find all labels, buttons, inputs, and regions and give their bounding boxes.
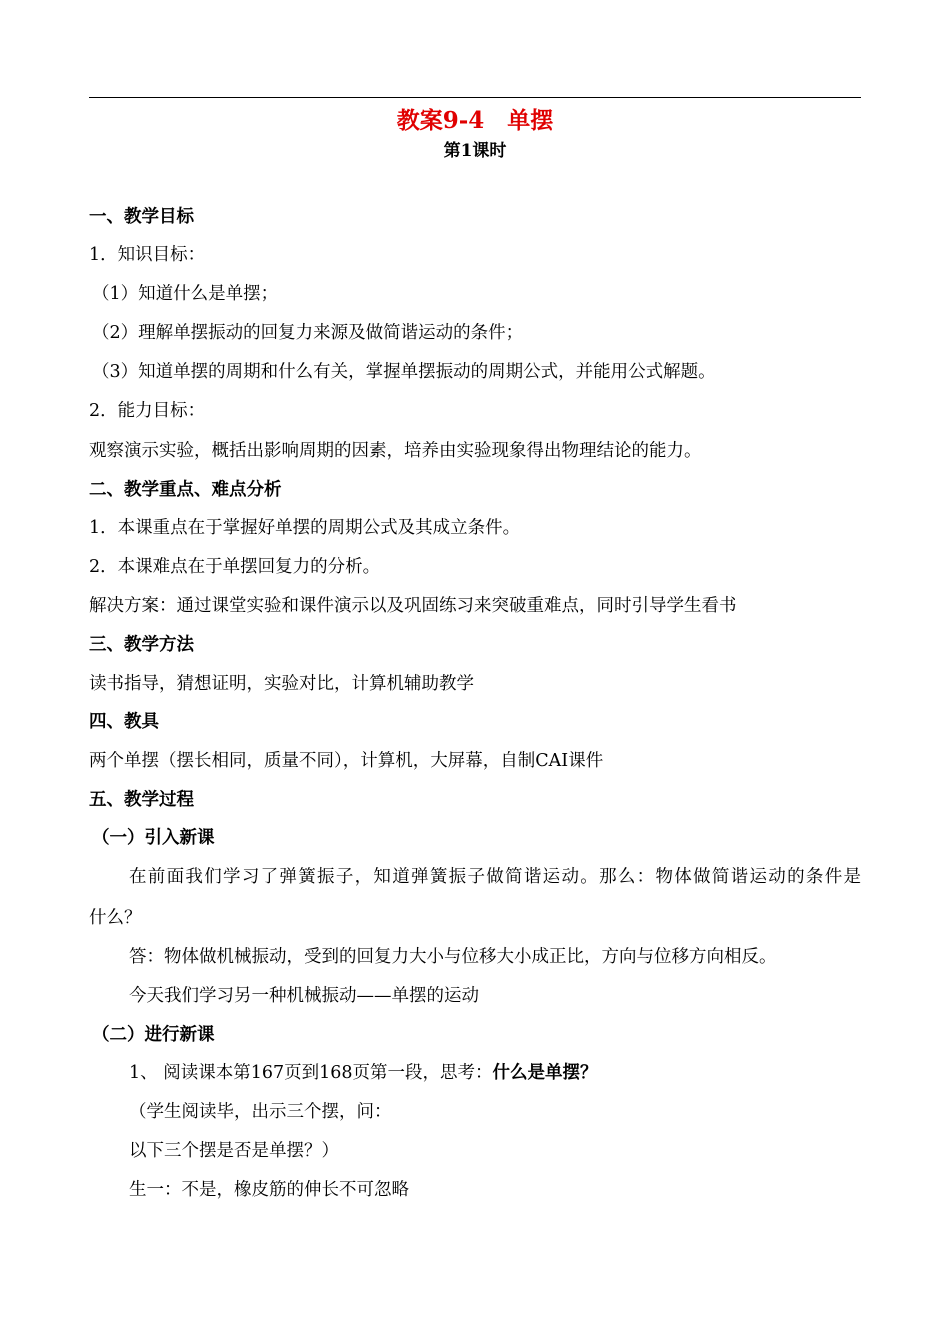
section-heading-objectives: 一、教学目标: [89, 207, 194, 227]
solution-text: 解决方案：通过课堂实验和课件演示以及巩固练习来突破重难点，同时引导学生看书: [89, 596, 737, 616]
answer-text: 答：物体做机械振动，受到的回复力大小与位移大小成正比，方向与位移方向相反。: [129, 947, 777, 967]
demo-note: （学生阅读毕，出示三个摆，问：: [129, 1102, 392, 1122]
subsection-heading-intro: （一）引入新课: [92, 828, 215, 848]
intro-paragraph-line-2: 什么？: [89, 908, 142, 928]
objective-item-2: （2）理解单摆振动的回复力来源及做简谐运动的条件；: [92, 323, 524, 343]
intro-paragraph-line-1: 在前面我们学习了弹簧振子，知道弹簧振子做简谐运动。那么：物体做简谐运动的条件是: [129, 867, 861, 887]
lesson-subtitle: 第1课时: [443, 141, 507, 161]
section-heading-key-points: 二、教学重点、难点分析: [89, 480, 282, 500]
key-point-2: 2．本课难点在于单摆回复力的分析。: [89, 557, 381, 577]
document-title: 教案9-4 单摆: [396, 107, 554, 134]
objective-ability-text: 观察演示实验，概括出影响周期的因素，培养由实验现象得出物理结论的能力。: [89, 441, 702, 461]
today-topic-text: 今天我们学习另一种机械振动——单摆的运动: [129, 986, 479, 1006]
tools-text: 两个单摆（摆长相同，质量不同），计算机，大屏幕，自制CAI课件: [89, 751, 604, 771]
demo-question: 以下三个摆是否是单摆？）: [129, 1141, 339, 1161]
objective-item-1: （1）知道什么是单摆；: [92, 284, 279, 304]
objective-ability-label: 2．能力目标：: [89, 401, 206, 421]
reading-task-text: 1、 阅读课本第167页到168页第一段，思考：: [129, 1063, 493, 1083]
objective-item-3: （3）知道单摆的周期和什么有关，掌握单摆振动的周期公式，并能用公式解题。: [92, 362, 716, 382]
section-heading-tools: 四、教具: [89, 712, 159, 732]
methods-text: 读书指导，猜想证明，实验对比，计算机辅助教学: [89, 674, 474, 694]
reading-task-question: 什么是单摆？: [492, 1063, 598, 1083]
objective-knowledge-label: 1．知识目标：: [89, 245, 206, 265]
reading-task: [129, 1062, 598, 1084]
section-heading-process: 五、教学过程: [89, 790, 194, 810]
header-rule: [89, 97, 861, 98]
student-answer-1: 生一：不是，橡皮筋的伸长不可忽略: [129, 1180, 409, 1200]
key-point-1: 1．本课重点在于掌握好单摆的周期公式及其成立条件。: [89, 518, 521, 538]
subsection-heading-new-lesson: （二）进行新课: [92, 1025, 215, 1045]
section-heading-methods: 三、教学方法: [89, 635, 194, 655]
